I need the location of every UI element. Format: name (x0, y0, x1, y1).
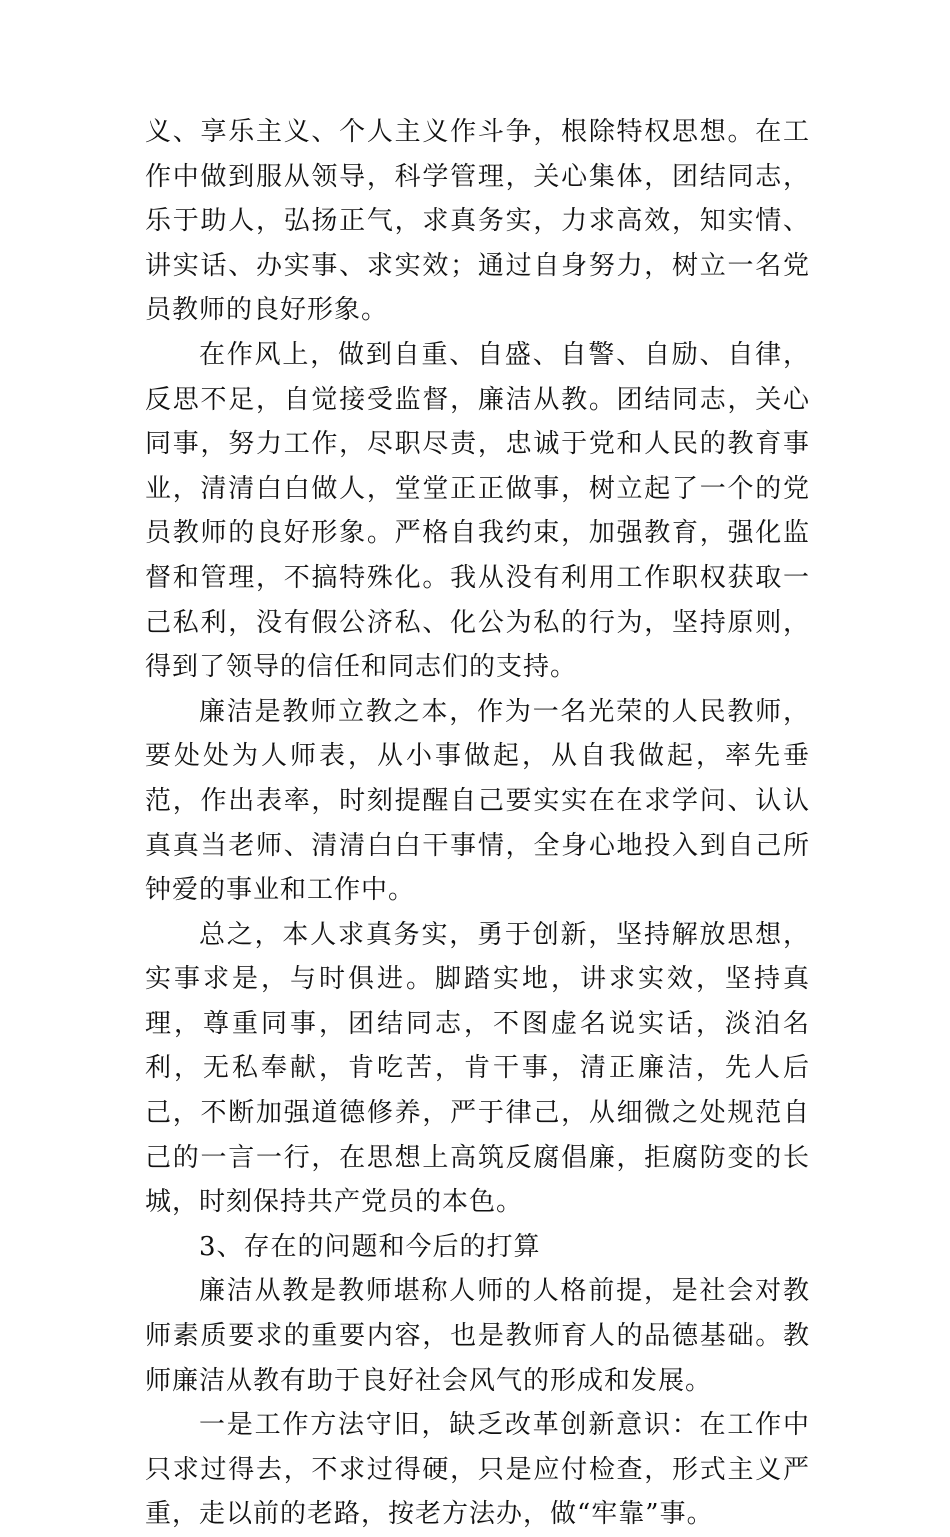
paragraph-problem-one: 一是工作方法守旧，缺乏改革创新意识：在工作中只求过得去，不求过得硬，只是应付检查，形式主义严重，走以前的老路，按老方法办，做“牢靠”事。 (145, 1410, 810, 1530)
paragraph-work-style: 在作风上，做到自重、自盛、自警、自励、自律，反思不足，自觉接受监督，廉洁从教。团结同志，关心同事，努力工作，尽职尽责，忠诚于党和人民的教育事业，清清白白做人，堂堂正正做事，树立起了一个的党员教师的良好形象。严格自我约束，加强教育，强化监督和管理，不搞特殊化。我从没有利用工作职权获取一己私利，没有假公济私、化公为私的行为，坚持原则，得到了领导的信任和同志们的支持。 (145, 339, 810, 683)
paragraph-teacher-integrity: 廉洁从教是教师堪称人师的人格前提，是社会对教师素质要求的重要内容，也是教师育人的品德基础。教师廉洁从教有助于良好社会风气的形成和发展。 (145, 1276, 810, 1396)
paragraph-summary: 总之，本人求真务实，勇于创新，坚持解放思想，实事求是，与时俱进。脚踏实地，讲求实效，坚持真理，尊重同事，团结同志，不图虚名说实话，淡泊名利，无私奉献，肯吃苦，肯干事，清正廉洁，先人后己，不断加强道德修养，严于律己，从细微之处规范自己的一言一行，在思想上高筑反腐倡廉，拒腐防变的长城，时刻保持共产党员的本色。 (145, 919, 810, 1218)
section-heading: 3、存在的问题和今后的打算 (199, 1231, 541, 1262)
paragraph-continuation: 义、享乐主义、个人主义作斗争，根除特权思想。在工作中做到服从领导，科学管理，关心集体，团结同志，乐于助人，弘扬正气，求真务实，力求高效，知实情、讲实话、办实事、求实效；通过自身努力，树立一名党员教师的良好形象。 (145, 117, 810, 326)
paragraph-integrity: 廉洁是教师立教之本，作为一名光荣的人民教师，要处处为人师表，从小事做起，从自我做起，率先垂范，作出表率，时刻提醒自己要实实在在求学问、认认真真当老师、清清白白干事情，全身心地投入到自己所钟爱的事业和工作中。 (145, 696, 810, 906)
